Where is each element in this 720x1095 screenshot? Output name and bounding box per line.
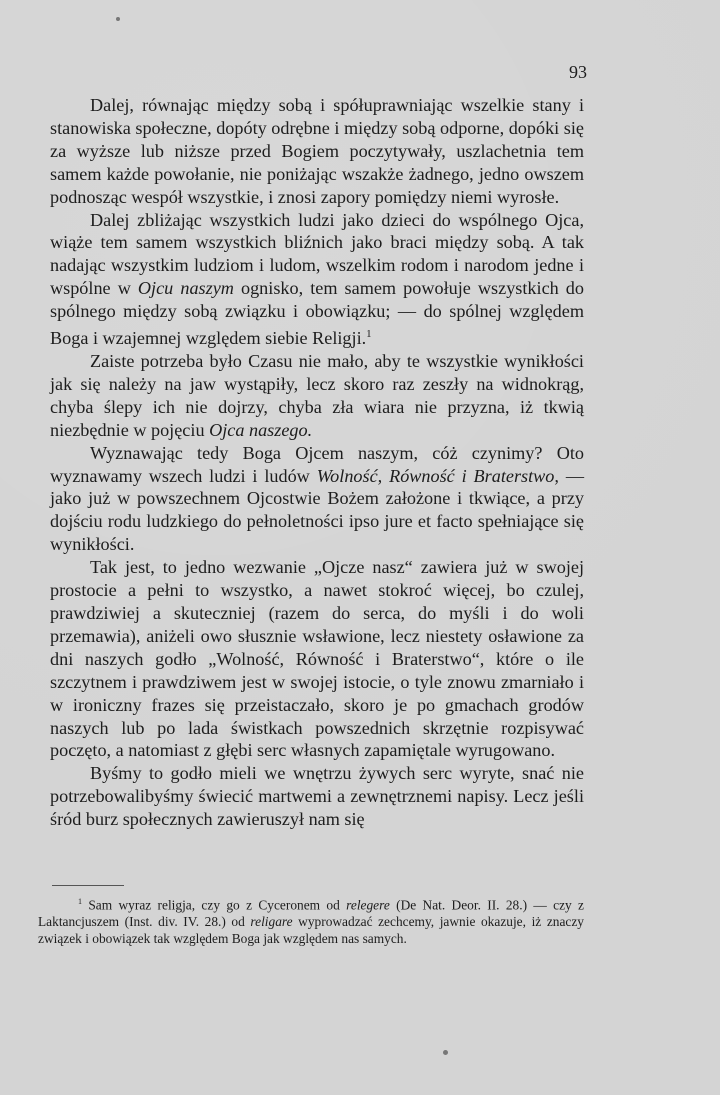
body-text xyxy=(50,94,584,831)
paragraph-4 xyxy=(50,442,584,557)
italic-text: religare xyxy=(250,914,293,930)
text-run: Zaiste potrzeba było Czasu nie mało, aby te wszystkie wynikłości jak się należy na jaw wystąpiły, lecz skoro raz zeszły na widnokrąg, chyba ślepy ich nie dojrzy, chyba zła wiara nie przyzna, iż tkwią niezbędnie w pojęciu xyxy=(50,351,584,440)
footnote-marker: 1 xyxy=(366,328,372,341)
italic-text: Ojca naszego. xyxy=(209,419,313,440)
print-speck xyxy=(443,1050,448,1055)
text-run: Sam wyraz religja, czy go z Cyceronem od xyxy=(82,897,347,913)
paragraph-2 xyxy=(50,209,584,351)
text-run: — jako już w powszechnem Ojcostwie Bożem założone i tkwiące, a przy dojściu rodu ludzkiego do pełnoletności ipso jure et facto spełniające się wynikłości. xyxy=(50,465,585,555)
paragraph-1 xyxy=(50,94,584,209)
text-run: Dalej zbliżając wszystkich ludzi jako dzieci do wspólnego Ojca, wiąże tem samem wszystkich bliźnich jako braci między sobą. A tak nadając wszystkim ludziom i ludom, wszelkim rodom i narodom jedne i wspólne w xyxy=(50,209,584,299)
text-run: ognisko, tem samem powołuje wszystkich do spólnego między sobą związku i obowiązku; — do spólnej względem Boga i wzajemnej względem siebie Religji. xyxy=(50,278,584,349)
text-run: Byśmy to godło mieli we wnętrzu żywych serc wyryte, snać nie potrzebowalibyśmy świecić martwemi a zewnętrznemi napisy. Lecz jeśli śród burz społecznych zawieruszył nam się xyxy=(50,763,584,830)
text-run: Tak jest, to jedno wezwanie „Ojcze nasz“ zawiera już w swojej prostocie a pełni to wszystko, a nawet stokroć więcej, bo czulej, prawdziwiej a skuteczniej (razem do serca, do myśli i do woli przemawia), aniżeli owo słusznie wsławione, lecz niestety osławione za dni naszych godło „Wolność, Równość i Braterstwo“, które o ile szczytnem i prawdziwem jest w swojej istocie, o tyle znowu zmarniało i w ironiczny frazes się przeistaczało, skoro je po gmachach grodów naszych lub po lada świstkach powszednich skrzętnie rozpisywać poczęto, a natomiast z głębi serc własnych zapamiętale wyrugowano. xyxy=(50,557,584,761)
text-run: Dalej, równając między sobą i spółuprawniając wszelkie stany i stanowiska społeczne, dopóty odrębne i między sobą odporne, dopóki się za wyższe lub niższe przed Bogiem poczytywały, uszlachetnia tem samem każde powołanie, nie poniżając wszakże żadnego, jedno owszem podnosząc wespół wszystkie, i znosi zapory pomiędzy niemi wyrosłe. xyxy=(50,95,584,207)
footnote xyxy=(38,893,584,947)
paragraph-6 xyxy=(50,762,584,831)
italic-text: Ojcu naszym xyxy=(137,278,234,299)
italic-text: Wolność, Równość i Braterstwo, xyxy=(316,465,559,486)
paragraph-3 xyxy=(50,350,584,442)
text-run: wyprowadzać zechcemy, jawnie okazuje, iż znaczy związek i obowiązek tak względem Boga jak względem nas samych. xyxy=(38,914,584,947)
text-run: (De Nat. Deor. II. 28.) — czy z Laktancjuszem (Inst. div. IV. 28.) od xyxy=(38,897,584,930)
italic-text: relegere xyxy=(346,897,390,913)
print-speck xyxy=(116,17,120,21)
text-run: Wyznawając tedy Boga Ojcem naszym, cóż czynimy? Oto wyznawamy wszech ludzi i ludów xyxy=(50,442,584,486)
paragraph-5 xyxy=(50,556,584,762)
page-number: 93 xyxy=(569,62,587,82)
footnote-marker: 1 xyxy=(78,897,83,906)
footnote-separator xyxy=(52,885,124,886)
